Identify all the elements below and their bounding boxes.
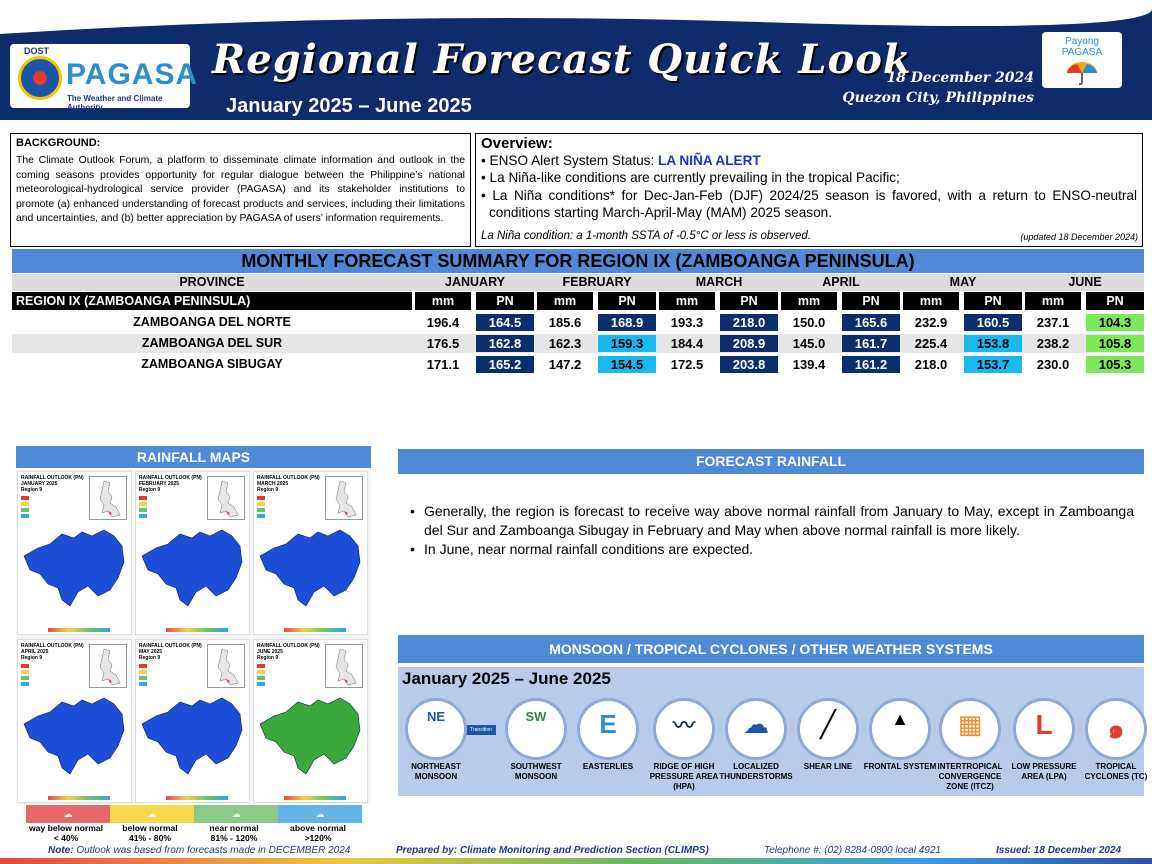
legend-swatch [194, 805, 278, 823]
map-scale-bar [166, 796, 228, 800]
weather-system-easterlies [570, 698, 646, 772]
percent-normal-cell: 164.5 [476, 314, 534, 331]
mm-header: mm [659, 292, 715, 310]
forecast-rainfall-item: • Generally, the region is forecast to receive way above normal rainfall from January to May, except in Zamboanga del Sur and Zamboanga Sibugay in February and May when above normal rainfall is more likely. [410, 502, 1134, 540]
map-legend-swatches [21, 496, 51, 526]
month-header: JANUARY [445, 275, 505, 289]
province-name: ZAMBOANGA DEL SUR [141, 336, 283, 350]
map-caption-month: JANUARY 2025 [21, 481, 58, 487]
header [0, 0, 1152, 128]
philippines-inset-map [325, 476, 363, 520]
summary-title: MONTHLY FORECAST SUMMARY FOR REGION IX (ZAMBOANGA PENINSULA) [12, 249, 1144, 273]
map-caption [257, 475, 320, 493]
background-title: BACKGROUND: [16, 137, 101, 149]
weather-system-badge [1085, 698, 1147, 760]
umbrella-icon [1065, 60, 1099, 86]
philippines-inset-map [325, 644, 363, 688]
pagasa-wordmark: PAGASA [66, 58, 199, 91]
background-text: The Climate Outlook Forum, a platform to disseminate climate information and outlook in the coming seasons provides opportunity for regular dialogue between the Philippine’s national meteorological-hydrological service provider (PAGASA) and its stakeholder institutions to promote (a) enhanced understanding of forecast products and services, including their limitations and uncertainties, and (b) better appreciation by PAGASA of users’ information requirements. [16, 155, 465, 225]
percent-normal-cell: 161.2 [842, 356, 900, 373]
map-caption-month: MARCH 2025 [257, 481, 289, 487]
enso-status: LA NIÑA ALERT [658, 153, 761, 168]
legend-category: above normal [290, 823, 346, 833]
map-legend-swatches [21, 664, 51, 694]
weather-system-label: LOW PRESSURE AREA (LPA) [1011, 762, 1077, 781]
map-caption-title: RAINFALL OUTLOOK (PN) [21, 643, 84, 649]
region-map-shape [18, 526, 132, 618]
rainfall-maps-title: RAINFALL MAPS [16, 446, 371, 468]
rainfall-mm-cell: 176.5 [426, 336, 460, 351]
percent-normal-cell: 160.5 [964, 314, 1022, 331]
map-footer [254, 788, 368, 802]
cloud-icon: ☁ [147, 809, 157, 819]
weather-system-badge [577, 698, 639, 760]
weather-system-label: LOCALIZED THUNDERSTORMS [719, 762, 793, 781]
issue-location: Quezon City, Philippines [842, 90, 1034, 106]
region-map-shape [136, 526, 250, 618]
frontal-system-icon: ▲ [891, 709, 909, 729]
map-caption-title: RAINFALL OUTLOOK (PN) [257, 643, 320, 649]
overview-line-2: • La Niña-like conditions are currently prevailing in the tropical Pacific; [481, 170, 900, 186]
table-row [12, 313, 1144, 332]
map-caption-month: JUNE 2025 [257, 649, 283, 655]
weather-system-badge [1013, 698, 1075, 760]
map-footer [18, 788, 132, 802]
rainfall-mm-cell: 172.5 [670, 357, 704, 372]
weather-system-intertropical-convergence-zone [932, 698, 1008, 792]
rainfall-map-1 [17, 471, 132, 635]
footer-note-label: Note: [48, 845, 74, 856]
legend-category: way below normal [28, 823, 104, 833]
percent-normal-cell: 104.3 [1086, 314, 1144, 331]
rainfall-maps-grid [16, 469, 371, 804]
payong-line1: Payong [1065, 36, 1099, 47]
pn-header: PN [720, 292, 778, 310]
legend-range: 41% - 80% [128, 833, 172, 843]
weather-system-badge [797, 698, 859, 760]
map-caption [21, 475, 84, 493]
overview-text-2: La Niña-like conditions are currently prevailing in the tropical Pacific; [489, 170, 900, 186]
footer [0, 842, 1152, 864]
footer-prepared: Prepared by: Climate Monitoring and Prediction Section (CLIMPS) [396, 845, 709, 856]
footer-issued: Issued: 18 December 2024 [996, 845, 1122, 856]
month-header: MAY [949, 275, 977, 289]
legend-range: 81% - 120% [210, 833, 258, 843]
weather-system-label: SOUTHWEST MONSOON [510, 762, 562, 781]
map-footer [136, 788, 250, 802]
legend-category: below normal [122, 823, 178, 833]
weather-systems-panel [398, 667, 1148, 796]
percent-normal-cell: 105.3 [1086, 356, 1144, 373]
map-scale-bar [48, 628, 110, 632]
cloud-icon: ☁ [63, 809, 73, 819]
weather-system-badge [405, 698, 467, 760]
weather-system-label: EASTERLIES [582, 762, 634, 771]
cloud-icon: ☁ [315, 809, 325, 819]
percent-normal-cell: 153.8 [964, 335, 1022, 352]
legend-category: near normal [209, 823, 259, 833]
legend-range: >120% [304, 833, 332, 843]
dost-label: DOST [24, 46, 50, 56]
map-legend-swatches [257, 496, 287, 526]
overview-title: Overview: [481, 135, 553, 152]
map-scale-bar [284, 796, 346, 800]
rainfall-mm-cell: 150.0 [792, 315, 826, 330]
philippines-inset-map [207, 644, 245, 688]
map-caption-region: Region 9 [257, 487, 279, 493]
easterlies-icon: E [599, 709, 617, 739]
mm-header: mm [1025, 292, 1081, 310]
overview-line-3: • La Niña conditions* for Dec-Jan-Feb (DJF) 2024/25 season is favored, with a return to ENSO-neutral conditions starting March-April-May (MAM) 2025 season. [481, 187, 1137, 221]
rainfall-mm-cell: 185.6 [548, 315, 582, 330]
forecast-period: January 2025 – June 2025 [226, 95, 472, 117]
weather-system-southwest-monsoon [498, 698, 574, 782]
percent-normal-cell: 218.0 [720, 314, 778, 331]
mm-header: mm [781, 292, 837, 310]
percent-normal-cell: 165.6 [842, 314, 900, 331]
month-header-row [12, 274, 1144, 291]
rainfall-mm-cell: 225.4 [914, 336, 948, 351]
rainfall-map-6 [253, 639, 368, 803]
map-caption-title: RAINFALL OUTLOOK (PN) [257, 475, 320, 481]
payong-line2: PAGASA [1061, 47, 1103, 58]
region-label: REGION IX (ZAMBOANGA PENINSULA) [12, 292, 412, 310]
ridge-of-high-pressure-area-icon: 〰 [672, 713, 695, 738]
percent-normal-cell: 159.3 [598, 335, 656, 352]
low-pressure-area-icon: L [1035, 709, 1053, 740]
map-caption [21, 643, 84, 661]
pagasa-logo [10, 44, 199, 112]
forecast-rainfall-title: FORECAST RAINFALL [398, 449, 1144, 474]
weather-system-badge [939, 698, 1001, 760]
pagasa-tagline: The Weather and Climate Authority [67, 94, 163, 112]
pn-header: PN [1086, 292, 1144, 310]
percent-normal-cell: 208.9 [720, 335, 778, 352]
enso-status-line: • ENSO Alert System Status: LA NIÑA ALERT [481, 153, 761, 168]
localized-thunderstorms-icon: ☁ [743, 709, 769, 739]
percent-normal-cell: 153.7 [964, 356, 1022, 373]
province-header: PROVINCE [179, 275, 245, 289]
mm-header: mm [903, 292, 959, 310]
legend-label [21, 823, 111, 843]
map-legend-swatches [139, 496, 169, 526]
rainfall-map-3 [253, 471, 368, 635]
region-map-shape [136, 694, 250, 786]
rainfall-mm-cell: 230.0 [1036, 357, 1070, 372]
rainfall-mm-cell: 193.3 [670, 315, 704, 330]
page-title: Regional Forecast Quick Look [212, 36, 912, 83]
tropical-cyclones-icon: ๑ [1107, 714, 1125, 744]
region-map-shape [254, 526, 368, 618]
northeast-monsoon-icon: NE [426, 709, 446, 724]
payong-pagasa-logo [1042, 32, 1122, 88]
legend-label [273, 823, 363, 843]
map-caption-month: APRIL 2025 [21, 649, 49, 655]
overview-footnote [481, 230, 1138, 242]
weather-system-badge [869, 698, 931, 760]
month-header: MARCH [695, 275, 743, 289]
weather-system-label: TROPICAL CYCLONES (TC) [1084, 762, 1148, 781]
map-scale-bar [48, 796, 110, 800]
forecast-rainfall-list [410, 502, 1134, 559]
map-caption-title: RAINFALL OUTLOOK (PN) [139, 643, 202, 649]
philippines-inset-map [89, 644, 127, 688]
map-caption-region: Region 9 [257, 655, 279, 661]
percent-normal-cell: 161.7 [842, 335, 900, 352]
map-caption-title: RAINFALL OUTLOOK (PN) [139, 475, 202, 481]
weather-system-northeast-monsoon [398, 698, 474, 782]
map-legend-swatches [139, 664, 169, 694]
province-name: ZAMBOANGA DEL NORTE [133, 315, 291, 329]
table-row [12, 355, 1144, 374]
philippines-inset-map [89, 476, 127, 520]
map-scale-bar [166, 628, 228, 632]
legend-range: < 40% [53, 833, 79, 843]
weather-system-label: NORTHEAST MONSOON [411, 762, 461, 781]
legend-label [105, 823, 195, 843]
shear-line-icon: ╱ [820, 709, 836, 739]
pn-header: PN [598, 292, 656, 310]
map-footer [136, 620, 250, 634]
weather-system-tropical-cyclones [1078, 698, 1152, 782]
weather-system-badge [725, 698, 787, 760]
month-header: JUNE [1068, 275, 1102, 289]
rainfall-mm-cell: 139.4 [792, 357, 826, 372]
map-caption [139, 475, 202, 493]
payong-label [1042, 36, 1122, 58]
footer-note [48, 845, 350, 856]
percent-normal-cell: 203.8 [720, 356, 778, 373]
weather-system-frontal-system [862, 698, 938, 772]
map-caption-region: Region 9 [139, 655, 161, 661]
monsoon-title: MONSOON / TROPICAL CYCLONES / OTHER WEATHER SYSTEMS [398, 635, 1144, 663]
rainfall-map-4 [17, 639, 132, 803]
footer-color-bar [0, 858, 1152, 864]
rainfall-mm-cell: 171.1 [426, 357, 460, 372]
weather-system-low-pressure-area [1006, 698, 1082, 782]
region-map-shape [18, 694, 132, 786]
issue-date: 18 December 2024 [886, 70, 1034, 86]
intertropical-convergence-zone-icon: ▦ [957, 709, 983, 739]
rainfall-mm-cell: 145.0 [792, 336, 826, 351]
rainfall-mm-cell: 184.4 [670, 336, 704, 351]
footer-note-text: Outlook was based from forecasts made in DECEMBER 2024 [73, 845, 351, 856]
pn-header: PN [842, 292, 900, 310]
weather-system-label: INTERTROPICAL CONVERGENCE ZONE (ITCZ) [937, 762, 1003, 791]
weather-system-badge [653, 698, 715, 760]
map-scale-bar [284, 628, 346, 632]
map-legend-swatches [257, 664, 287, 694]
transition-arrow: Transition [466, 725, 496, 735]
mm-header: mm [537, 292, 593, 310]
overview-updated: (updated 18 December 2024) [1020, 232, 1138, 242]
pn-header: PN [476, 292, 534, 310]
map-caption-region: Region 9 [139, 487, 161, 493]
weather-system-ridge-of-high-pressure-area [646, 698, 722, 792]
region-map-shape [254, 694, 368, 786]
legend-label [189, 823, 279, 843]
weather-system-shear-line [790, 698, 866, 772]
pagasa-seal-icon [18, 56, 62, 100]
overview-panel [475, 133, 1143, 247]
unit-header-row [12, 292, 1144, 310]
la-nina-definition: La Niña condition: a 1-month SSTA of -0.5°C or less is observed. [481, 230, 811, 242]
cloud-icon: ☁ [231, 809, 241, 819]
map-caption-region: Region 9 [21, 487, 43, 493]
rainfall-mm-cell: 218.0 [914, 357, 948, 372]
table-row [12, 334, 1144, 353]
enso-prefix: ENSO Alert System Status: [489, 153, 659, 168]
map-footer [254, 620, 368, 634]
legend-swatch [278, 805, 362, 823]
philippines-inset-map [207, 476, 245, 520]
rainfall-mm-cell: 196.4 [426, 315, 460, 330]
map-caption-month: MAY 2025 [139, 649, 163, 655]
map-caption-title: RAINFALL OUTLOOK (PN) [21, 475, 84, 481]
rainfall-legend [26, 805, 362, 823]
map-footer [18, 620, 132, 634]
issue-date-block [842, 68, 1034, 108]
map-caption-month: FEBRUARY 2025 [139, 481, 180, 487]
southwest-monsoon-icon: SW [525, 709, 547, 724]
percent-normal-cell: 165.2 [476, 356, 534, 373]
percent-normal-cell: 168.9 [598, 314, 656, 331]
percent-normal-cell: 154.5 [598, 356, 656, 373]
percent-normal-cell: 162.8 [476, 335, 534, 352]
weather-system-label: RIDGE OF HIGH PRESSURE AREA (HPA) [649, 762, 719, 791]
legend-swatch [110, 805, 194, 823]
weather-system-label: FRONTAL SYSTEM [863, 762, 937, 771]
rainfall-mm-cell: 162.3 [548, 336, 582, 351]
rainfall-map-5 [135, 639, 250, 803]
forecast-rainfall-item: • In June, near normal rainfall conditions are expected. [410, 540, 1134, 559]
weather-systems-period: January 2025 – June 2025 [402, 669, 611, 688]
month-header: APRIL [822, 275, 860, 289]
weather-system-localized-thunderstorms [718, 698, 794, 782]
pn-header: PN [964, 292, 1022, 310]
background-panel [10, 133, 471, 247]
legend-swatch [26, 805, 110, 823]
weather-system-label: SHEAR LINE [803, 762, 853, 771]
rainfall-mm-cell: 232.9 [914, 315, 948, 330]
weather-system-badge [505, 698, 567, 760]
rainfall-mm-cell: 237.1 [1036, 315, 1070, 330]
province-name: ZAMBOANGA SIBUGAY [141, 357, 283, 371]
mm-header: mm [415, 292, 471, 310]
map-caption [257, 643, 320, 661]
overview-text-3: La Niña conditions* for Dec-Jan-Feb (DJF) 2024/25 season is favored, with a return to ENSO-neutral conditions starting March-April-May (MAM) 2025 season. [489, 187, 1137, 221]
map-caption-region: Region 9 [21, 655, 43, 661]
footer-telephone: Telephone #: (02) 8284-0800 local 4921 [764, 845, 941, 856]
rainfall-map-2 [135, 471, 250, 635]
map-caption [139, 643, 202, 661]
percent-normal-cell: 105.8 [1086, 335, 1144, 352]
month-header: FEBRUARY [562, 275, 632, 289]
rainfall-mm-cell: 238.2 [1036, 336, 1070, 351]
rainfall-mm-cell: 147.2 [548, 357, 582, 372]
